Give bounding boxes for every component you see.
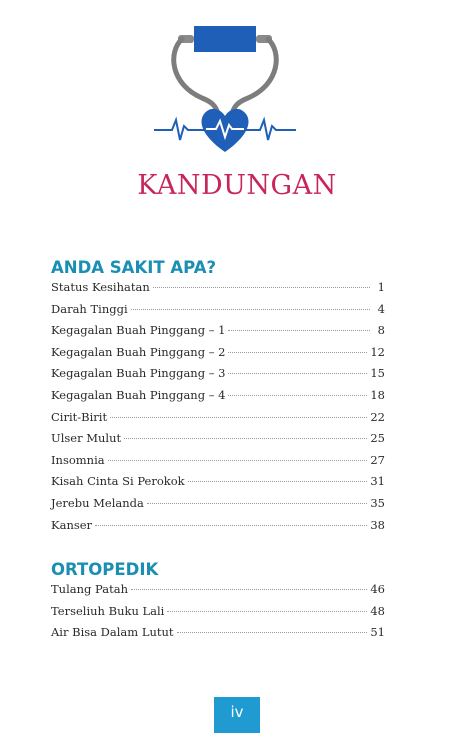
toc-entry-page: 31: [370, 474, 385, 489]
section-heading-ortopedik: ORTOPEDIK: [51, 560, 159, 579]
stethoscope-heart-icon: [150, 22, 300, 152]
toc-entry-page: 18: [370, 387, 385, 402]
toc-entry-page: 4: [377, 301, 385, 316]
toc-entry-title: Kisah Cinta Si Perokok: [51, 474, 185, 489]
toc-entry[interactable]: [51, 625, 385, 647]
toc-dot-leader: [228, 330, 370, 331]
toc-entry[interactable]: [51, 604, 385, 626]
page-number-badge: iv: [214, 697, 260, 733]
toc-dot-leader: [110, 417, 367, 418]
toc-entry[interactable]: [51, 345, 385, 367]
toc-dot-leader: [131, 589, 367, 590]
toc-entry-title: Jerebu Melanda: [51, 495, 144, 510]
toc-dot-leader: [95, 525, 367, 526]
toc-entry[interactable]: [51, 410, 385, 432]
toc-entry[interactable]: [51, 453, 385, 475]
toc-entry-title: Kegagalan Buah Pinggang – 3: [51, 366, 226, 381]
toc-entry[interactable]: [51, 280, 385, 302]
toc-entry-page: 38: [370, 517, 385, 532]
toc-entry[interactable]: [51, 582, 385, 604]
toc-dot-leader: [177, 632, 368, 633]
toc-entry-title: Darah Tinggi: [51, 301, 128, 316]
toc-entry-page: 1: [377, 280, 385, 294]
toc-entry-title: Kegagalan Buah Pinggang – 4: [51, 387, 226, 402]
toc-list-ortopedik: [51, 582, 385, 647]
toc-entry[interactable]: [51, 366, 385, 388]
toc-dot-leader: [167, 611, 367, 612]
toc-entry-title: Kegagalan Buah Pinggang – 2: [51, 344, 226, 359]
toc-dot-leader: [147, 503, 367, 504]
toc-entry-page: 51: [370, 625, 385, 640]
toc-entry-page: 12: [370, 344, 385, 359]
toc-entry-title: Terseliuh Buku Lali: [51, 603, 165, 618]
toc-entry[interactable]: [51, 302, 385, 324]
section-heading-anda-sakit-apa: ANDA SAKIT APA?: [51, 258, 217, 277]
toc-entry-title: Kegagalan Buah Pinggang – 1: [51, 323, 226, 338]
toc-entry-page: 8: [377, 323, 385, 338]
toc-entry-page: 48: [370, 603, 385, 618]
toc-dot-leader: [131, 309, 370, 310]
toc-entry-page: 46: [370, 582, 385, 596]
toc-entry-page: 35: [370, 495, 385, 510]
toc-dot-leader: [188, 481, 368, 482]
toc-entry-title: Cirit-Birit: [51, 409, 108, 424]
toc-entry-title: Kanser: [51, 517, 93, 532]
toc-dot-leader: [228, 373, 367, 374]
toc-entry-page: 22: [370, 409, 385, 424]
toc-entry[interactable]: [51, 323, 385, 345]
toc-entry-title: Ulser Mulut: [51, 431, 122, 446]
toc-entry-page: 15: [370, 366, 385, 381]
toc-entry-title: Status Kesihatan: [51, 280, 150, 294]
page-title: KANDUNGAN: [137, 170, 337, 201]
toc-entry[interactable]: [51, 474, 385, 496]
toc-dot-leader: [153, 287, 370, 288]
toc-entry-title: Air Bisa Dalam Lutut: [51, 625, 174, 640]
toc-entry-title: Insomnia: [51, 452, 105, 467]
toc-entry[interactable]: [51, 431, 385, 453]
toc-dot-leader: [228, 395, 367, 396]
toc-entry-page: 25: [370, 431, 385, 446]
toc-dot-leader: [108, 460, 368, 461]
toc-entry-page: 27: [370, 452, 385, 467]
toc-entry-title: Tulang Patah: [51, 582, 128, 596]
toc-entry[interactable]: [51, 388, 385, 410]
toc-entry[interactable]: [51, 496, 385, 518]
toc-entry[interactable]: [51, 518, 385, 540]
toc-list-anda-sakit-apa: [51, 280, 385, 539]
toc-dot-leader: [124, 438, 367, 439]
toc-dot-leader: [228, 352, 367, 353]
